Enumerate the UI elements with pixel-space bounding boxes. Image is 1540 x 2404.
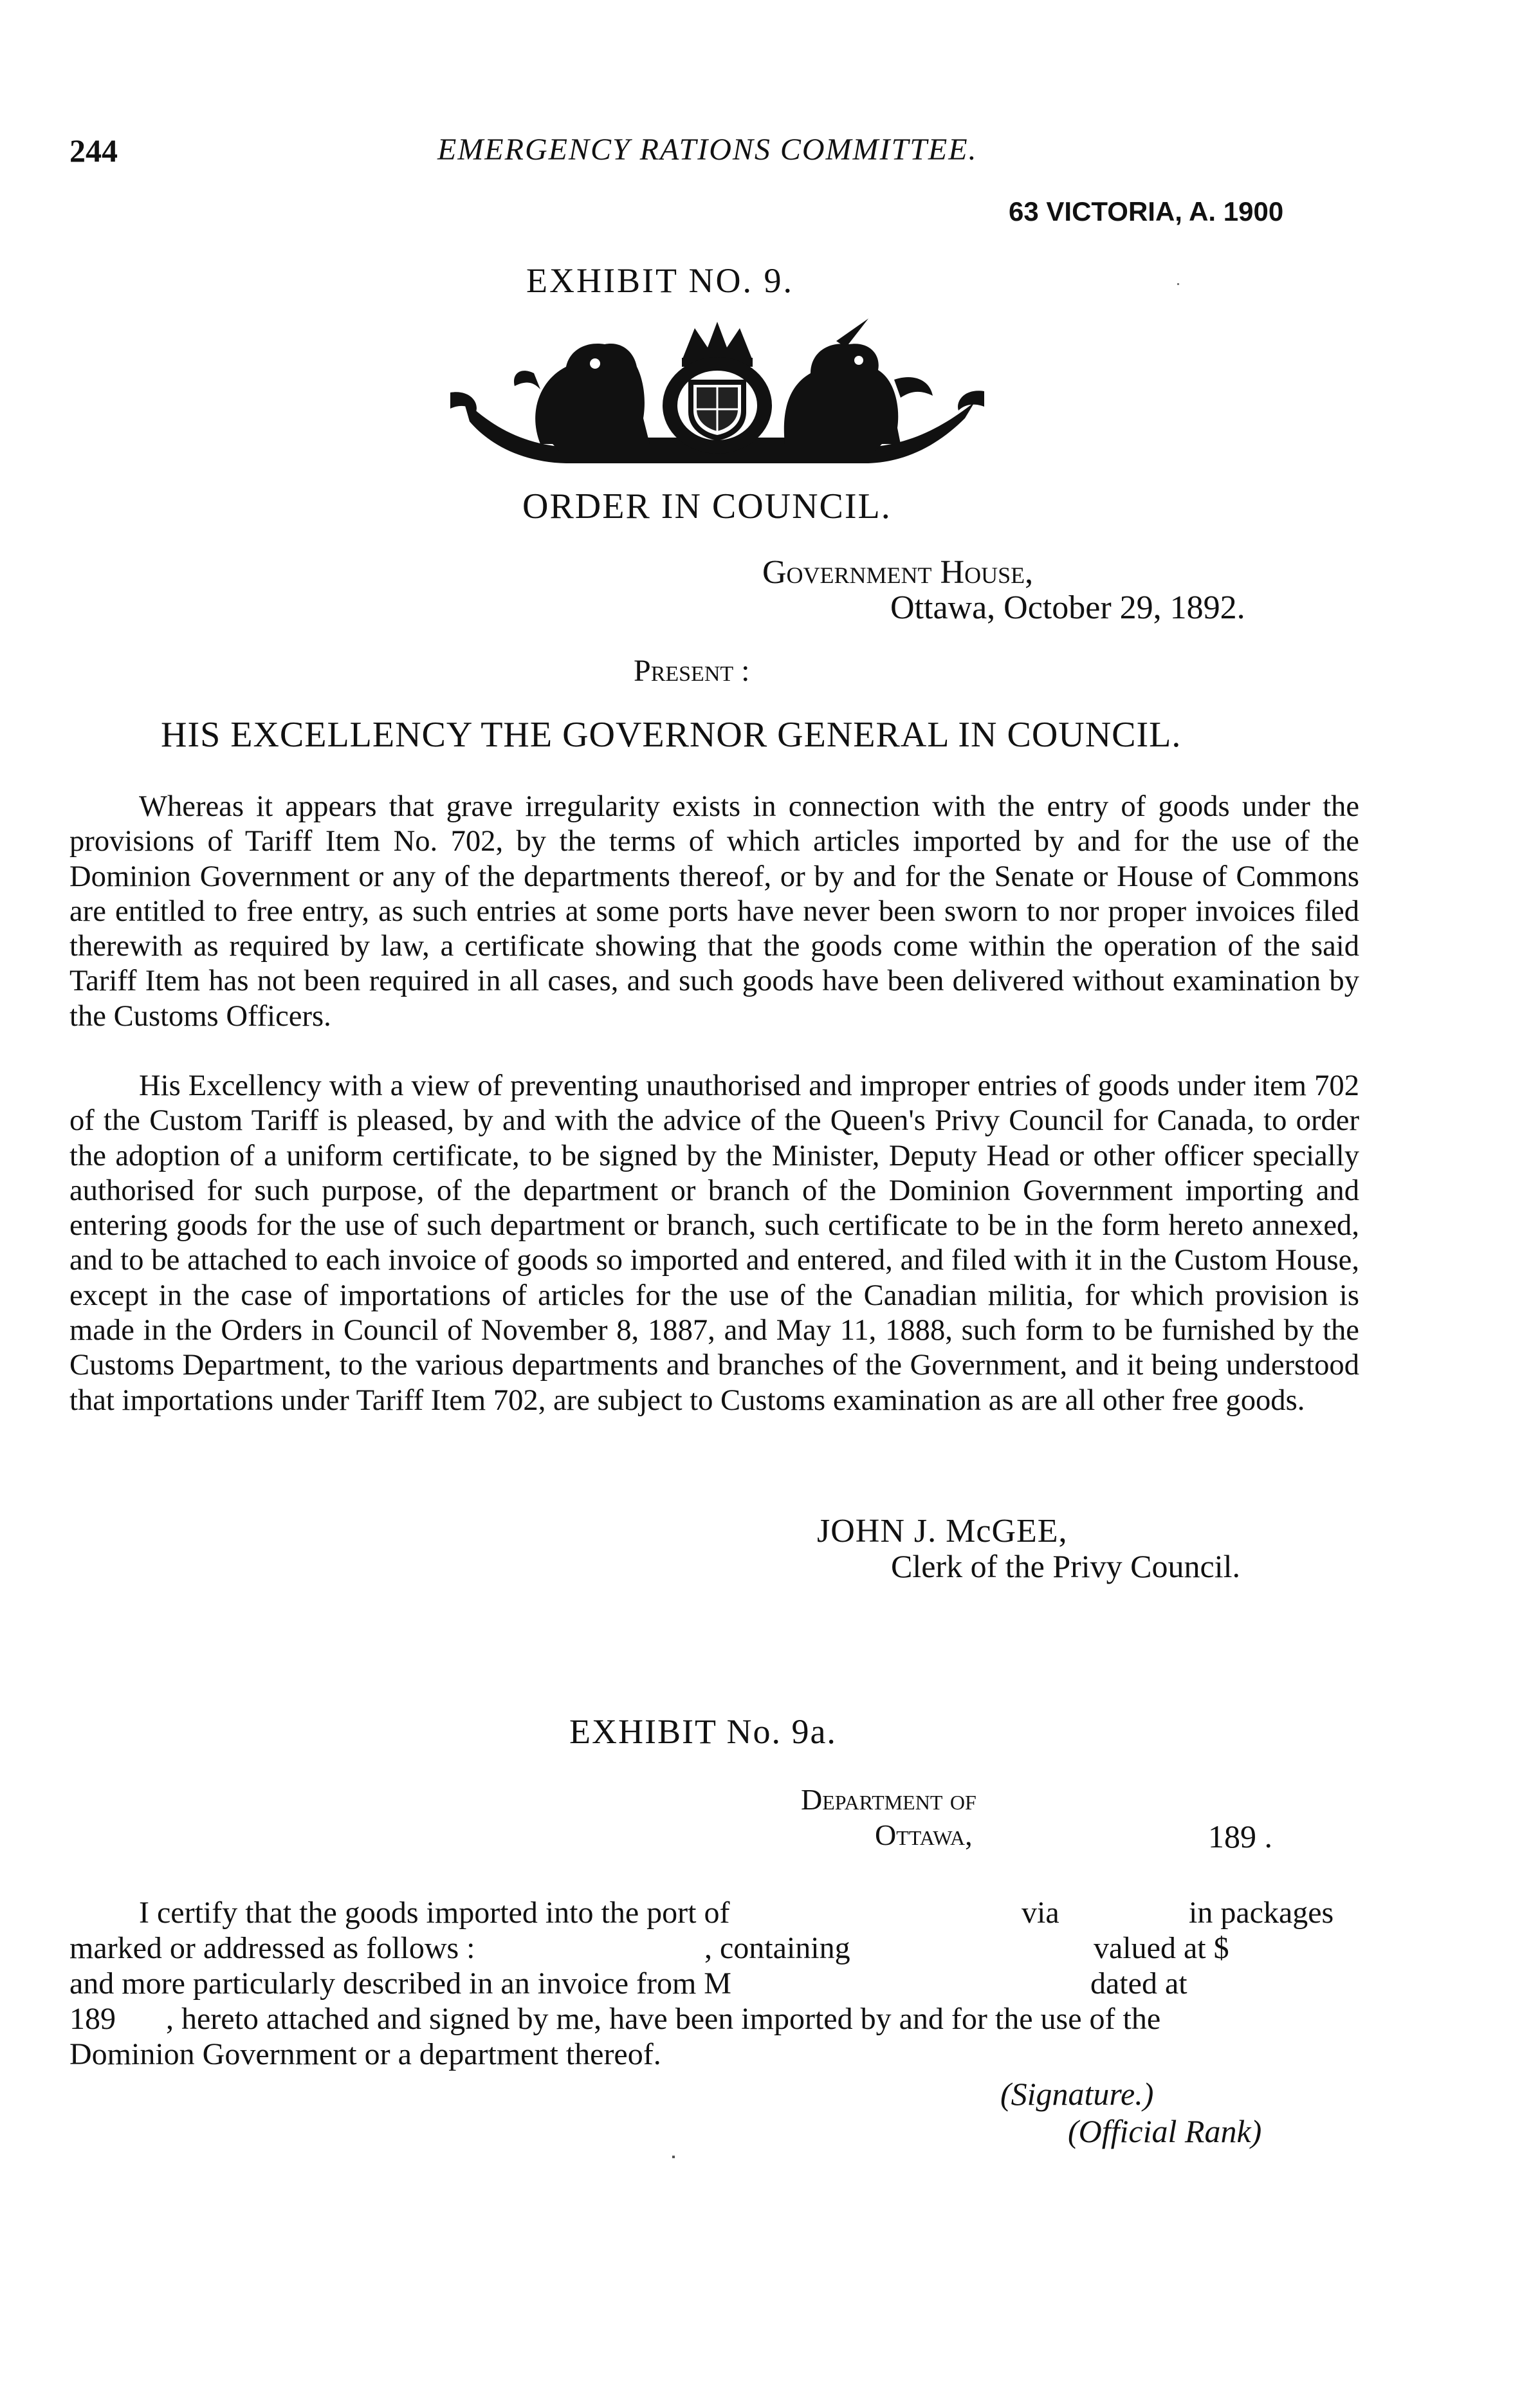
year-blank: 189 . [1208, 1818, 1272, 1854]
paragraph-1 [69, 789, 1359, 1033]
ottawa-label: Ottawa, [875, 1818, 973, 1851]
session-label: 63 VICTORIA, A. 1900 [1009, 196, 1284, 227]
paragraph-2-text: His Excellency with a view of preventing unauthorised and improper entries of goods under item 702 of the Custom Tariff is pleased, by and with the advice of the Queen's Privy Council for Canada, to order the adoption of a uniform certificate, to be signed by the Minister, Deputy Head or other officer specially authorised for such purpose, of the department or branch of the Dominion Government importing and entering goods for the use of such department or branch, such certificate to be in the form hereto annexed, and to be attached to each invoice of goods so imported and entered, and filed with it in the Custom House, except in the case of importations of articles for the use of the Canadian militia, for which provision is made in the Orders in Council of November 8, 1887, and May 11, 1888, such form to be furnished by the Customs Department, to the various departments and branches of the Government, and it being understood that importations under Tariff Item 702, are subject to Customs examination as are all other free goods. [69, 1069, 1359, 1417]
form-line-2b: , containing [704, 1931, 850, 1965]
form-line-1a: I certify that the goods imported into the port of [139, 1896, 730, 1930]
print-dot [672, 2156, 675, 2158]
department-label: Department of [801, 1783, 976, 1816]
form-line-1c: in packages [1189, 1896, 1334, 1930]
his-excellency-heading: HIS EXCELLENCY THE GOVERNOR GENERAL IN COUNCIL. [161, 715, 1182, 755]
exhibit-9a-title: EXHIBIT No. 9a. [569, 1712, 837, 1751]
signature-label: (Signature.) [1000, 2076, 1154, 2112]
government-house-line: Government House, [762, 554, 1034, 591]
clerk-title: Clerk of the Privy Council. [891, 1548, 1240, 1584]
form-line-5: Dominion Government or a department thereof. [69, 2037, 661, 2071]
exhibit-9-title: EXHIBIT NO. 9. [526, 261, 794, 300]
form-line-4b: , hereto attached and signed by me, have been imported by and for the use of the [166, 2002, 1161, 2036]
paragraph-2 [69, 1068, 1359, 1418]
form-line-3a: and more particularly described in an invoice from M [69, 1966, 731, 2001]
form-line-3b: dated at [1090, 1966, 1187, 2001]
form-line-2a: marked or addressed as follows : [69, 1931, 475, 1965]
paragraph-1-text: Whereas it appears that grave irregularity exists in connection with the entry of goods under the provisions of Tariff Item No. 702, by the terms of which articles imported by and for the use of the Dominion Government or any of the departments thereof, or by and for the Senate or House of Commons are entitled to free entry, as such entries at some ports have never been sworn to nor proper invoices filed therewith as required by law, a certificate showing that the goods come within the operation of the said Tariff Item has not been required in all cases, and such goods have been delivered without examination by the Customs Officers. [69, 790, 1359, 1033]
form-line-2c: valued at $ [1094, 1931, 1229, 1965]
place-date-line: Ottawa, October 29, 1892. [890, 589, 1245, 626]
print-speck [1177, 283, 1179, 285]
running-title: EMERGENCY RATIONS COMMITTEE. [437, 133, 978, 167]
royal-coat-of-arms-icon [450, 315, 984, 470]
form-line-4a: 189 [69, 2002, 116, 2036]
order-in-council-title: ORDER IN COUNCIL. [522, 486, 892, 526]
present-label: Present : [634, 654, 750, 688]
form-line-1b: via [1022, 1896, 1059, 1930]
clerk-name: JOHN J. McGEE, [817, 1513, 1068, 1549]
official-rank-label: (Official Rank) [1068, 2113, 1262, 2149]
page-number: 244 [69, 133, 118, 169]
